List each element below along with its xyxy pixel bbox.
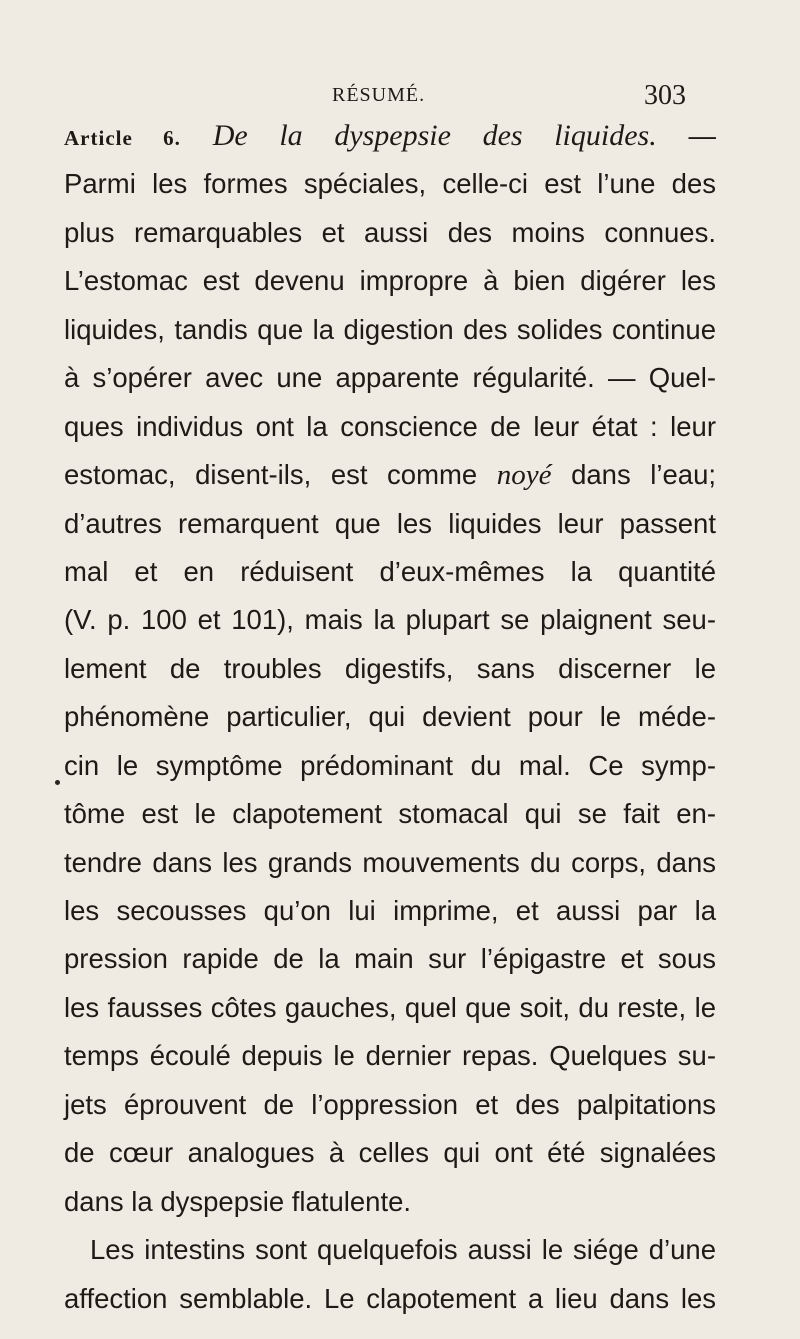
text-line: liquides, tandis que la digestion des solides continue <box>64 313 716 345</box>
text-line <box>64 451 716 499</box>
text-line: phénomène particulier, qui devient pour le méde- <box>64 701 716 733</box>
text-line: Parmi les formes spéciales, celle-ci est l’une des <box>64 168 716 200</box>
text-line: plus remarquables et aussi des moins connues. <box>64 216 716 248</box>
text-line: lement de troubles digestifs, sans discerner le <box>64 652 716 684</box>
text-line: (V. p. 100 et 101), mais la plupart se plaignent seu- <box>64 604 716 636</box>
text-line: pression rapide de la main sur l’épigastre et sous <box>64 943 716 975</box>
running-title: RÉSUMÉ. <box>332 84 426 106</box>
paragraph-start-line: Les intestins sont quelquefois aussi le siége d’une <box>90 1234 716 1266</box>
text-line: affection semblable. Le clapotement a lieu dans les <box>64 1282 716 1314</box>
page-header <box>0 80 800 112</box>
text-line: temps écoulé depuis le dernier repas. Quelques su- <box>64 1040 716 1072</box>
text-segment: estomac, disent-ils, est comme <box>64 459 478 491</box>
text-segment: — <box>688 120 716 151</box>
body-text <box>64 112 716 1323</box>
text-segment: dans l’eau; <box>571 459 717 491</box>
text-line: les fausses côtes gauches, quel que soit, du reste, le <box>64 991 716 1023</box>
article-heading-line <box>64 112 716 160</box>
text-line: jets éprouvent de l’oppression et des palpitations <box>64 1088 716 1120</box>
text-line: mal et en réduisent d’eux-mêmes la quantité <box>64 555 716 587</box>
text-line: tendre dans les grands mouvements du corps, dans <box>64 846 716 878</box>
text-line: ques individus ont la conscience de leur état : leur <box>64 410 716 442</box>
italic-word: noyé <box>496 459 552 492</box>
text-line: de cœur analogues à celles qui ont été signalées <box>64 1137 716 1169</box>
text-line: à s’opérer avec une apparente régularité. — Quel- <box>64 362 716 394</box>
text-line: tôme est le clapotement stomacal qui se fait en- <box>64 798 716 830</box>
text-line: d’autres remarquent que les liquides leur passent <box>64 507 716 539</box>
paragraph-end-line: dans la dyspepsie flatulente. <box>64 1185 412 1217</box>
text-line: L’estomac est devenu impropre à bien digérer les <box>64 265 716 297</box>
article-title: De la dyspepsie des liquides. <box>212 119 657 152</box>
margin-mark <box>55 780 60 785</box>
page-number: 303 <box>644 80 686 111</box>
article-label: Article 6. <box>64 126 181 150</box>
text-line: les secousses qu’on lui imprime, et aussi par la <box>64 895 716 926</box>
text-line: cin le symptôme prédominant du mal. Ce symp- <box>64 749 716 781</box>
